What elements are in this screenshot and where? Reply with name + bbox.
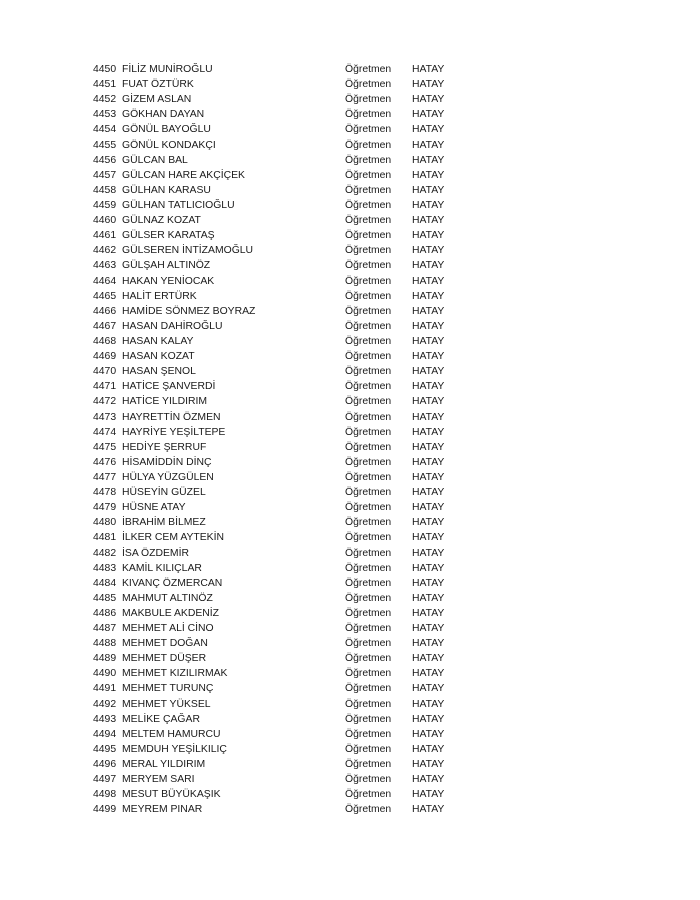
record-number: 4484: [93, 577, 117, 589]
list-item: [93, 319, 473, 334]
record-name: HAMİDE SÖNMEZ BOYRAZ: [122, 305, 256, 317]
record-city: HATAY: [412, 109, 445, 121]
record-title: Öğretmen: [345, 517, 392, 529]
record-title: Öğretmen: [345, 64, 392, 75]
record-city: HATAY: [412, 487, 445, 499]
record-city: HATAY: [412, 638, 445, 650]
record-city: HATAY: [412, 275, 445, 287]
record-name: HASAN KALAY: [122, 335, 194, 347]
record-name: MERAL YILDIRIM: [122, 759, 206, 771]
list-item: [93, 258, 473, 273]
record-city: HATAY: [412, 305, 445, 317]
record-name: MEHMET KIZILIRMAK: [122, 668, 228, 680]
list-item: [93, 304, 473, 319]
list-item: [93, 681, 473, 696]
record-number: 4471: [93, 381, 117, 393]
record-title: Öğretmen: [345, 441, 392, 453]
record-name: HASAN DAHİROĞLU: [122, 320, 223, 332]
record-number: 4490: [93, 668, 117, 680]
record-title: Öğretmen: [345, 592, 392, 604]
list-item: [93, 712, 473, 727]
record-title: Öğretmen: [345, 199, 392, 211]
record-number: 4475: [93, 441, 117, 453]
record-number: 4487: [93, 623, 117, 635]
record-city: HATAY: [412, 804, 445, 816]
record-name: MAKBULE AKDENİZ: [122, 607, 220, 619]
record-city: HATAY: [412, 64, 445, 75]
record-number: 4488: [93, 638, 117, 650]
record-city: HATAY: [412, 426, 445, 438]
record-name: MEHMET YÜKSEL: [122, 698, 211, 710]
record-city: HATAY: [412, 245, 445, 257]
record-name: İBRAHİM BİLMEZ: [122, 517, 206, 529]
record-city: HATAY: [412, 94, 445, 106]
list-item: [93, 274, 473, 289]
list-item: [93, 802, 473, 817]
list-item: [93, 425, 473, 440]
list-item: [93, 546, 473, 561]
list-item: [93, 289, 473, 304]
record-name: HATİCE YILDIRIM: [122, 396, 208, 408]
record-title: Öğretmen: [345, 713, 392, 725]
record-city: HATAY: [412, 139, 445, 151]
list-item: [93, 77, 473, 92]
record-city: HATAY: [412, 169, 445, 181]
record-number: 4457: [93, 169, 117, 181]
record-city: HATAY: [412, 351, 445, 363]
list-item: [93, 334, 473, 349]
record-number: 4456: [93, 154, 117, 166]
record-name: GÜLNAZ KOZAT: [122, 215, 201, 227]
record-number: 4470: [93, 366, 117, 378]
record-city: HATAY: [412, 320, 445, 332]
list-item: [93, 636, 473, 651]
list-item: [93, 621, 473, 636]
record-city: HATAY: [412, 335, 445, 347]
record-city: HATAY: [412, 789, 445, 801]
record-name: GÜLŞAH ALTINÖZ: [122, 260, 211, 272]
list-item: [93, 243, 473, 258]
record-name: HAKAN YENİOCAK: [122, 275, 215, 287]
record-city: HATAY: [412, 366, 445, 378]
record-title: Öğretmen: [345, 562, 392, 574]
record-city: HATAY: [412, 502, 445, 514]
record-city: HATAY: [412, 184, 445, 196]
record-name: İLKER CEM AYTEKİN: [122, 532, 225, 544]
record-city: HATAY: [412, 230, 445, 242]
record-title: Öğretmen: [345, 426, 392, 438]
list-item: [93, 727, 473, 742]
list-item: [93, 228, 473, 243]
record-number: 4496: [93, 759, 117, 771]
record-city: HATAY: [412, 532, 445, 544]
record-number: 4491: [93, 683, 117, 695]
record-city: HATAY: [412, 260, 445, 272]
record-name: GÜLHAN TATLICIOĞLU: [122, 199, 235, 211]
record-title: Öğretmen: [345, 109, 392, 121]
list-item: [93, 515, 473, 530]
record-title: Öğretmen: [345, 487, 392, 499]
record-title: Öğretmen: [345, 532, 392, 544]
list-item: [93, 651, 473, 666]
record-city: HATAY: [412, 79, 445, 91]
record-city: HATAY: [412, 698, 445, 710]
record-number: 4493: [93, 713, 117, 725]
record-number: 4453: [93, 109, 117, 121]
list-item: [93, 183, 473, 198]
record-name: GÜLSER KARATAŞ: [122, 230, 215, 242]
list-item: [93, 666, 473, 681]
record-number: 4481: [93, 532, 117, 544]
record-number: 4461: [93, 230, 117, 242]
record-city: HATAY: [412, 381, 445, 393]
record-name: HÜLYA YÜZGÜLEN: [122, 471, 214, 483]
list-item: [93, 213, 473, 228]
record-title: Öğretmen: [345, 94, 392, 106]
record-title: Öğretmen: [345, 305, 392, 317]
record-title: Öğretmen: [345, 230, 392, 242]
record-title: Öğretmen: [345, 471, 392, 483]
record-name: HEDİYE ŞERRUF: [122, 441, 207, 453]
list-item: [93, 92, 473, 107]
record-title: Öğretmen: [345, 623, 392, 635]
record-name: KIVANÇ ÖZMERCAN: [122, 577, 223, 589]
record-title: Öğretmen: [345, 335, 392, 347]
record-number: 4472: [93, 396, 117, 408]
record-number: 4451: [93, 79, 117, 91]
record-title: Öğretmen: [345, 774, 392, 786]
record-number: 4476: [93, 456, 117, 468]
record-title: Öğretmen: [345, 759, 392, 771]
record-number: 4458: [93, 184, 117, 196]
record-title: Öğretmen: [345, 79, 392, 91]
record-number: 4469: [93, 351, 117, 363]
record-title: Öğretmen: [345, 169, 392, 181]
record-name: GÜLSEREN İNTİZAMOĞLU: [122, 245, 254, 257]
record-number: 4480: [93, 517, 117, 529]
record-city: HATAY: [412, 728, 445, 740]
record-city: HATAY: [412, 653, 445, 665]
record-number: 4466: [93, 305, 117, 317]
record-name: İSA ÖZDEMİR: [122, 547, 189, 559]
list-item: [93, 591, 473, 606]
record-title: Öğretmen: [345, 184, 392, 196]
record-title: Öğretmen: [345, 260, 392, 272]
record-number: 4462: [93, 245, 117, 257]
record-number: 4454: [93, 124, 117, 136]
record-title: Öğretmen: [345, 381, 392, 393]
list-item: [93, 364, 473, 379]
record-name: MERYEM SARI: [122, 774, 195, 786]
list-item: [93, 349, 473, 364]
list-item: [93, 470, 473, 485]
record-city: HATAY: [412, 592, 445, 604]
record-name: MEHMET TURUNÇ: [122, 683, 214, 695]
record-city: HATAY: [412, 199, 445, 211]
record-name: GİZEM ASLAN: [122, 94, 192, 106]
list-item: [93, 394, 473, 409]
list-item: [93, 122, 473, 137]
record-name: MELİKE ÇAĞAR: [122, 713, 200, 725]
record-number: 4455: [93, 139, 117, 151]
record-city: HATAY: [412, 290, 445, 302]
record-number: 4499: [93, 804, 117, 816]
record-title: Öğretmen: [345, 139, 392, 151]
record-number: 4450: [93, 64, 117, 75]
record-name: MEHMET DÜŞER: [122, 653, 207, 665]
list-item: [93, 138, 473, 153]
record-city: HATAY: [412, 411, 445, 423]
list-item: [93, 606, 473, 621]
record-number: 4465: [93, 290, 117, 302]
record-city: HATAY: [412, 562, 445, 574]
record-name: GÜLCAN HARE AKÇİÇEK: [122, 169, 245, 181]
record-name: FUAT ÖZTÜRK: [122, 79, 194, 91]
record-number: 4479: [93, 502, 117, 514]
record-city: HATAY: [412, 456, 445, 468]
record-name: GÖNÜL BAYOĞLU: [122, 124, 211, 136]
record-title: Öğretmen: [345, 396, 392, 408]
record-city: HATAY: [412, 154, 445, 166]
record-city: HATAY: [412, 774, 445, 786]
record-number: 4482: [93, 547, 117, 559]
record-city: HATAY: [412, 743, 445, 755]
record-number: 4474: [93, 426, 117, 438]
record-name: GÜLHAN KARASU: [122, 184, 211, 196]
record-name: MEHMET DOĞAN: [122, 638, 208, 650]
record-name: HATİCE ŞANVERDİ: [122, 381, 216, 393]
record-name: HÜSNE ATAY: [122, 502, 186, 514]
list-item: [93, 455, 473, 470]
list-item: [93, 772, 473, 787]
record-number: 4497: [93, 774, 117, 786]
record-city: HATAY: [412, 517, 445, 529]
record-name: GÖNÜL KONDAKÇI: [122, 139, 216, 151]
record-name: HAYRETTİN ÖZMEN: [122, 411, 221, 423]
record-name: HAYRİYE YEŞİLTEPE: [122, 426, 226, 438]
record-number: 4489: [93, 653, 117, 665]
record-city: HATAY: [412, 215, 445, 227]
record-name: MEHMET ALİ CİNO: [122, 623, 214, 635]
record-city: HATAY: [412, 547, 445, 559]
record-number: 4467: [93, 320, 117, 332]
record-name: HASAN KOZAT: [122, 351, 195, 363]
record-name: GÖKHAN DAYAN: [122, 109, 205, 121]
record-name: HASAN ŞENOL: [122, 366, 196, 378]
list-item: [93, 379, 473, 394]
list-item: [93, 153, 473, 168]
record-city: HATAY: [412, 759, 445, 771]
record-title: Öğretmen: [345, 789, 392, 801]
list-item: [93, 576, 473, 591]
record-number: 4477: [93, 471, 117, 483]
record-number: 4483: [93, 562, 117, 574]
record-name: MEYREM PINAR: [122, 804, 203, 816]
record-city: HATAY: [412, 577, 445, 589]
record-number: 4473: [93, 411, 117, 423]
record-title: Öğretmen: [345, 698, 392, 710]
record-title: Öğretmen: [345, 351, 392, 363]
list-item: [93, 757, 473, 772]
record-title: Öğretmen: [345, 245, 392, 257]
list-item: [93, 410, 473, 425]
record-title: Öğretmen: [345, 804, 392, 816]
record-title: Öğretmen: [345, 638, 392, 650]
record-number: 4459: [93, 199, 117, 211]
record-city: HATAY: [412, 713, 445, 725]
record-number: 4464: [93, 275, 117, 287]
list-item: [93, 742, 473, 757]
record-name: MESUT BÜYÜKAŞIK: [122, 789, 221, 801]
record-number: 4494: [93, 728, 117, 740]
record-title: Öğretmen: [345, 607, 392, 619]
record-title: Öğretmen: [345, 456, 392, 468]
list-item: [93, 168, 473, 183]
record-number: 4452: [93, 94, 117, 106]
list-item: [93, 107, 473, 122]
list-item: [93, 198, 473, 213]
record-city: HATAY: [412, 683, 445, 695]
record-number: 4478: [93, 487, 117, 499]
record-title: Öğretmen: [345, 653, 392, 665]
record-city: HATAY: [412, 471, 445, 483]
record-number: 4492: [93, 698, 117, 710]
record-name: MEMDUH YEŞİLKILIÇ: [122, 743, 227, 755]
record-title: Öğretmen: [345, 743, 392, 755]
record-city: HATAY: [412, 668, 445, 680]
list-item: [93, 530, 473, 545]
record-number: 4460: [93, 215, 117, 227]
list-item: [93, 500, 473, 515]
record-title: Öğretmen: [345, 502, 392, 514]
record-name: MELTEM HAMURCU: [122, 728, 221, 740]
record-name: KAMİL KILIÇLAR: [122, 562, 202, 574]
record-title: Öğretmen: [345, 154, 392, 166]
list-item: [93, 561, 473, 576]
record-title: Öğretmen: [345, 577, 392, 589]
record-name: HİSAMİDDİN DİNÇ: [122, 456, 212, 468]
list-item: [93, 440, 473, 455]
record-city: HATAY: [412, 124, 445, 136]
record-name: HALİT ERTÜRK: [122, 290, 197, 302]
list-item: [93, 787, 473, 802]
record-name: FİLİZ MUNİROĞLU: [122, 64, 213, 75]
record-title: Öğretmen: [345, 215, 392, 227]
record-title: Öğretmen: [345, 124, 392, 136]
record-city: HATAY: [412, 441, 445, 453]
record-title: Öğretmen: [345, 275, 392, 287]
record-name: MAHMUT ALTINÖZ: [122, 592, 213, 604]
record-title: Öğretmen: [345, 668, 392, 680]
record-title: Öğretmen: [345, 547, 392, 559]
record-title: Öğretmen: [345, 320, 392, 332]
record-city: HATAY: [412, 396, 445, 408]
record-number: 4486: [93, 607, 117, 619]
record-number: 4495: [93, 743, 117, 755]
record-number: 4463: [93, 260, 117, 272]
record-title: Öğretmen: [345, 683, 392, 695]
record-name: GÜLCAN BAL: [122, 154, 188, 166]
record-title: Öğretmen: [345, 366, 392, 378]
list-item: [93, 697, 473, 712]
list-item: [93, 485, 473, 500]
record-name: HÜSEYİN GÜZEL: [122, 487, 206, 499]
record-city: HATAY: [412, 607, 445, 619]
record-number: 4485: [93, 592, 117, 604]
record-title: Öğretmen: [345, 290, 392, 302]
record-number: 4498: [93, 789, 117, 801]
record-list: [93, 62, 473, 817]
record-title: Öğretmen: [345, 728, 392, 740]
record-city: HATAY: [412, 623, 445, 635]
record-title: Öğretmen: [345, 411, 392, 423]
record-number: 4468: [93, 335, 117, 347]
list-item: [93, 62, 473, 77]
